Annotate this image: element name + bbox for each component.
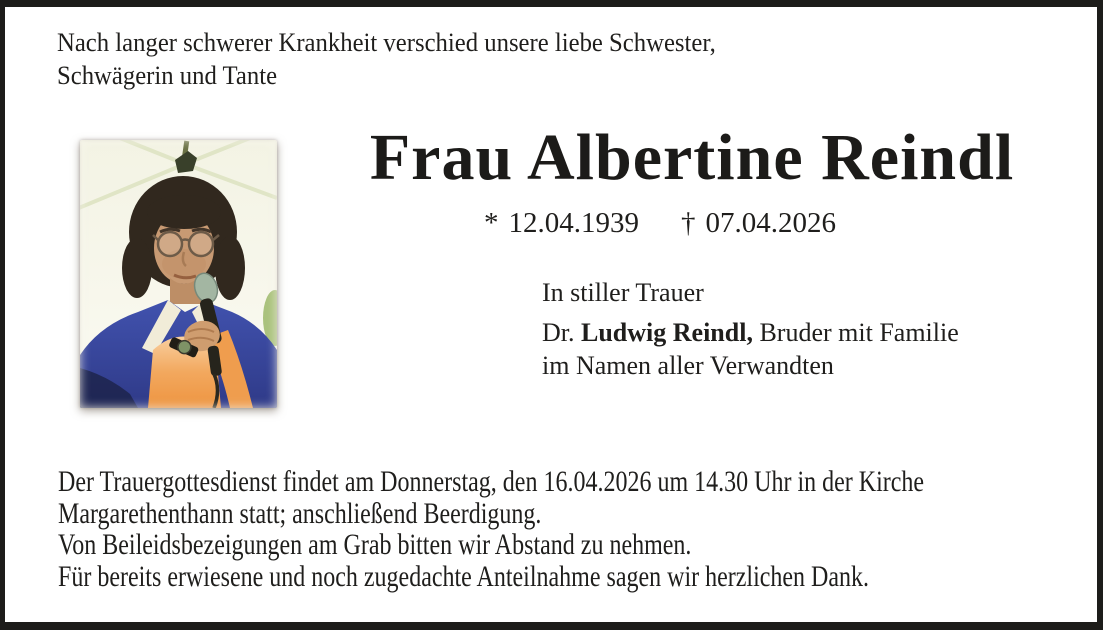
mourner-name: Ludwig Reindl, bbox=[581, 318, 753, 347]
mourning-phrase: In stiller Trauer bbox=[542, 278, 704, 307]
service-line-2: Margarethenthann statt; anschließend Beerdigung. bbox=[58, 496, 542, 530]
deceased-name: Frau Albertine Reindl bbox=[369, 121, 1015, 194]
mourner-prefix: Dr. bbox=[542, 318, 581, 347]
hair-right bbox=[215, 236, 245, 300]
intro-line-1: Nach langer schwerer Krankheit verschied unsere liebe Schwester, bbox=[57, 28, 716, 57]
service-line-4: Für bereits erwiesene und noch zugedachte Anteilnahme sagen wir herzlichen Dank. bbox=[58, 559, 870, 593]
mourners-block bbox=[542, 276, 959, 382]
hair-fringe bbox=[147, 195, 221, 229]
mourner-line bbox=[542, 316, 959, 349]
birth-star-icon: * bbox=[484, 207, 499, 239]
death-date-value: 07.04.2026 bbox=[705, 207, 836, 239]
death-cross-icon: † bbox=[681, 207, 696, 239]
portrait-photo bbox=[80, 140, 277, 408]
service-line-1: Der Trauergottesdienst findet am Donnerstag, den 16.04.2026 um 14.30 Uhr in der Kirche bbox=[58, 465, 925, 498]
birth-date-value: 12.04.1939 bbox=[508, 207, 639, 239]
service-info bbox=[58, 466, 924, 592]
life-dates bbox=[305, 205, 1015, 241]
mourner-suffix: Bruder mit Familie bbox=[752, 318, 959, 347]
intro-line-2: Schwägerin und Tante bbox=[57, 61, 278, 90]
mourning-representation: im Namen aller Verwandten bbox=[542, 351, 834, 380]
portrait-illustration bbox=[80, 140, 277, 408]
hair-left bbox=[122, 238, 152, 298]
service-line-3: Von Beileidsbezeigungen am Grab bitten wir Abstand zu nehmen. bbox=[58, 528, 692, 561]
birth-date bbox=[484, 207, 639, 239]
death-date bbox=[681, 207, 836, 239]
intro-text bbox=[57, 26, 716, 92]
